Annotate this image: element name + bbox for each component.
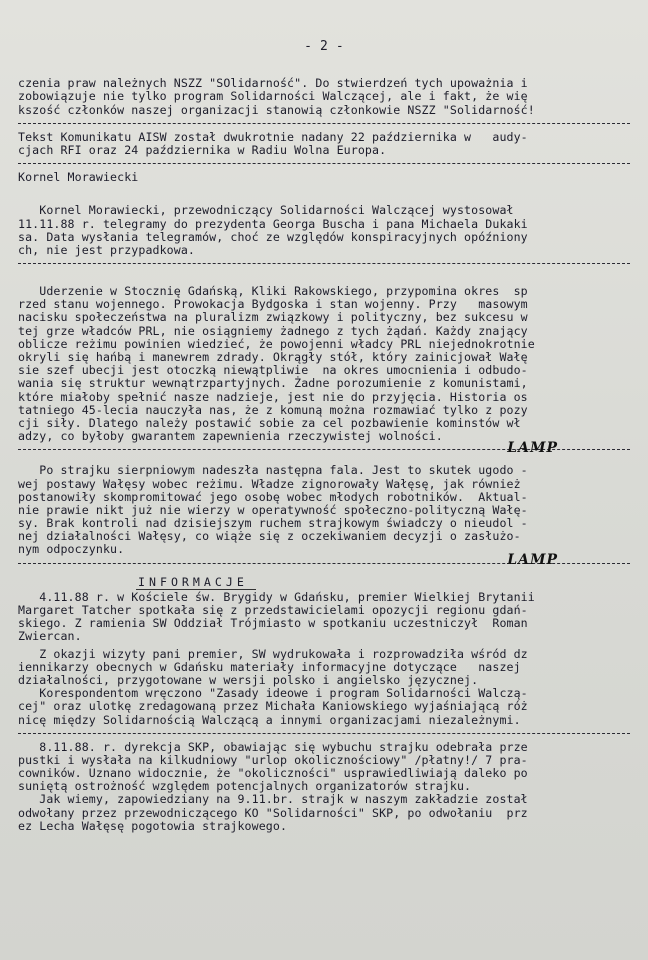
text-line: Kornel Morawiecki, przewodniczący Solidarności Walczącej wystosował [18,203,514,218]
text-line: działalności, przygotowane w wersji polsko i angielsko języcznej. [18,672,479,687]
text-line: wania się struktur wewnątrzpartyjnych. Żadne porozumienie z komunistami, [18,376,528,391]
text-line: sie szef ubecji jest otoczką niewątpliwie na okres umocnienia i odbudo- [18,363,528,378]
text-line: suniętą ostrożność względem potencjalnych organizatorów strajku. [18,779,472,794]
text-line: adzy, co byłoby gwarantem zapewnienia rzeczywistej wolności. [18,429,443,444]
text-line: tej grze władców PRL, nie osiągniemy żadnego z tych żądań. Każdy znający [18,323,528,338]
section-heading-informacje: INFORMACJE [138,574,248,589]
text-line: iennikarzy obecnych w Gdańsku materiały informacyjne dotyczące naszej [18,659,521,674]
text-line: nej działalności Wałęsy, co wiąże się z oczekiwaniem decyzji o zasłużo- [18,529,521,544]
dashed-separator [18,263,630,264]
text-line: Z okazji wizyty pani premier, SW wydrukowała i rozprowadziła wśród dz [18,646,528,661]
text-line: Jak wiemy, zapowiedziany na 9.11.br. strajk w naszym zakładzie został [18,792,528,807]
text-line: skiego. Z ramienia SW Oddział Trójmiasto w spotkaniu uczestniczył Roman [18,616,528,631]
text-line: ez Lecha Wałęsę pogotowia strajkowego. [18,818,288,833]
paragraph-tatcher [18,591,630,644]
signature-lamp: LAMP [507,440,558,457]
text-line: cej" oraz ulotkę zredagowaną przez Michała Kaniowskiego wyjaśniającą róż [18,699,528,714]
text-line: pustki i wysłała na kilkudniowy "urlop okolicznościowy" /płatny!/ 7 pra- [18,752,528,767]
text-line: kszość członków naszej organizacji stanowią członkowie NSZZ "Solidarność! [18,102,535,117]
text-line: cji siły. Dlatego należy postawić sobie za cel pozbawienie kominstów wł [18,415,521,430]
text-line: oblicze reżimu powinien wiedzieć, że powojenni władcy PRL niejednokrotnie [18,336,535,351]
page-number: - 2 - [304,39,344,54]
text-line: nie prawie nikt już nie wierzy w operatywność społeczno-polityczną Wałę- [18,502,528,517]
text-line: nacisku społeczeństwa na pluralizm związkowy i polityczny, bez sukcesu w [18,310,528,325]
paragraph-korespondenci [18,687,630,727]
text-line: tatniego 45-lecia nauczyła nas, że z komuną można rozmawiać tylko z pozy [18,402,528,417]
text-line: 8.11.88. r. dyrekcja SKP, obawiając się wybuchu strajku odebrała prze [18,739,528,754]
text-line: nym odpoczynku. [18,542,125,557]
paragraph-materialy [18,648,630,688]
text-line: które miałoby spełnić nasze nadzieje, jest nie do przyjęcia. Historia os [18,389,528,404]
paragraph-continuation [18,77,630,117]
text-line: cowników. Uznano widocznie, że "okoliczności" usprawiedliwiają daleko po [18,766,528,781]
text-line: sy. Brak kontroli nad dzisiejszym ruchem strajkowym świadczy o nieudol - [18,516,528,531]
paragraph-broadcast-note [18,131,630,157]
text-line: rzed stanu wojennego. Prowokacja Bydgoska i stan wojenny. Przy masowym [18,297,528,312]
text-line: cjach RFI oraz 24 października w Radiu Wolna Europa. [18,142,387,157]
text-line: sa. Data wysłania telegramów, choć ze względów konspiracyjnych opóźniony [18,229,528,244]
text-line: Zwiercan. [18,629,82,644]
paragraph-stocznia [18,285,630,443]
text-line: Margaret Tatcher spotkała się z przedstawicielami opozycji regionu gdań- [18,603,528,618]
dashed-separator [18,163,630,164]
section-title-morawiecki [18,171,630,184]
text-line: Po strajku sierpniowym nadeszła następna fala. Jest to skutek ugodo - [18,463,528,478]
text-line: okryli się hańbą i manewrem zdrady. Okrągły stół, który zainicjował Wałę [18,350,528,365]
text-line: czenia praw należnych NSZZ "SOlidarność". Do stwierdzeń tych upoważnia i [18,76,528,91]
paragraph-strajk-sierpniowy [18,464,630,556]
paragraph-strajk-odwolany [18,793,630,833]
document-body [18,40,630,833]
text-line: 4.11.88 r. w Kościele św. Brygidy w Gdańsku, premier Wielkiej Brytanii [18,589,535,604]
text-line: Uderzenie w Stocznię Gdańską, Kliki Rakowskiego, przypomina okres sp [18,284,528,299]
text-line: ch, nie jest przypadkowa. [18,242,196,257]
paragraph-skp [18,741,630,794]
text-line: nicę między Solidarnością Walczącą a innymi organizacjami niezależnymi. [18,712,521,727]
section-title: Kornel Morawiecki [18,170,139,185]
text-line: wej postawy Wałęsy wobec reżimu. Władze zignorowały Wałęsę, jak również [18,476,521,491]
text-line: Tekst Komunikatu AISW został dwukrotnie nadany 22 października w audy- [18,129,528,144]
text-line: Korespondentom wręczono "Zasady ideowe i program Solidarności Walczą- [18,686,528,701]
dashed-separator [18,733,630,734]
dashed-separator [18,123,630,124]
text-line: postanowiły skompromitować jego osobę wobec młodych robotników. Aktual- [18,489,528,504]
paragraph-telegrams [18,204,630,257]
text-line: zobowiązuje nie tylko program Solidarności Walczącej, ale i fakt, że wię [18,89,528,104]
signature-lamp: LAMP [507,551,558,568]
text-line: odwołany przez przewodniczącego KO "Solidarności" SKP, po odwołaniu prz [18,805,528,820]
text-line: 11.11.88 r. telegramy do prezydenta Georga Buscha i pana Michaela Dukaki [18,216,528,231]
